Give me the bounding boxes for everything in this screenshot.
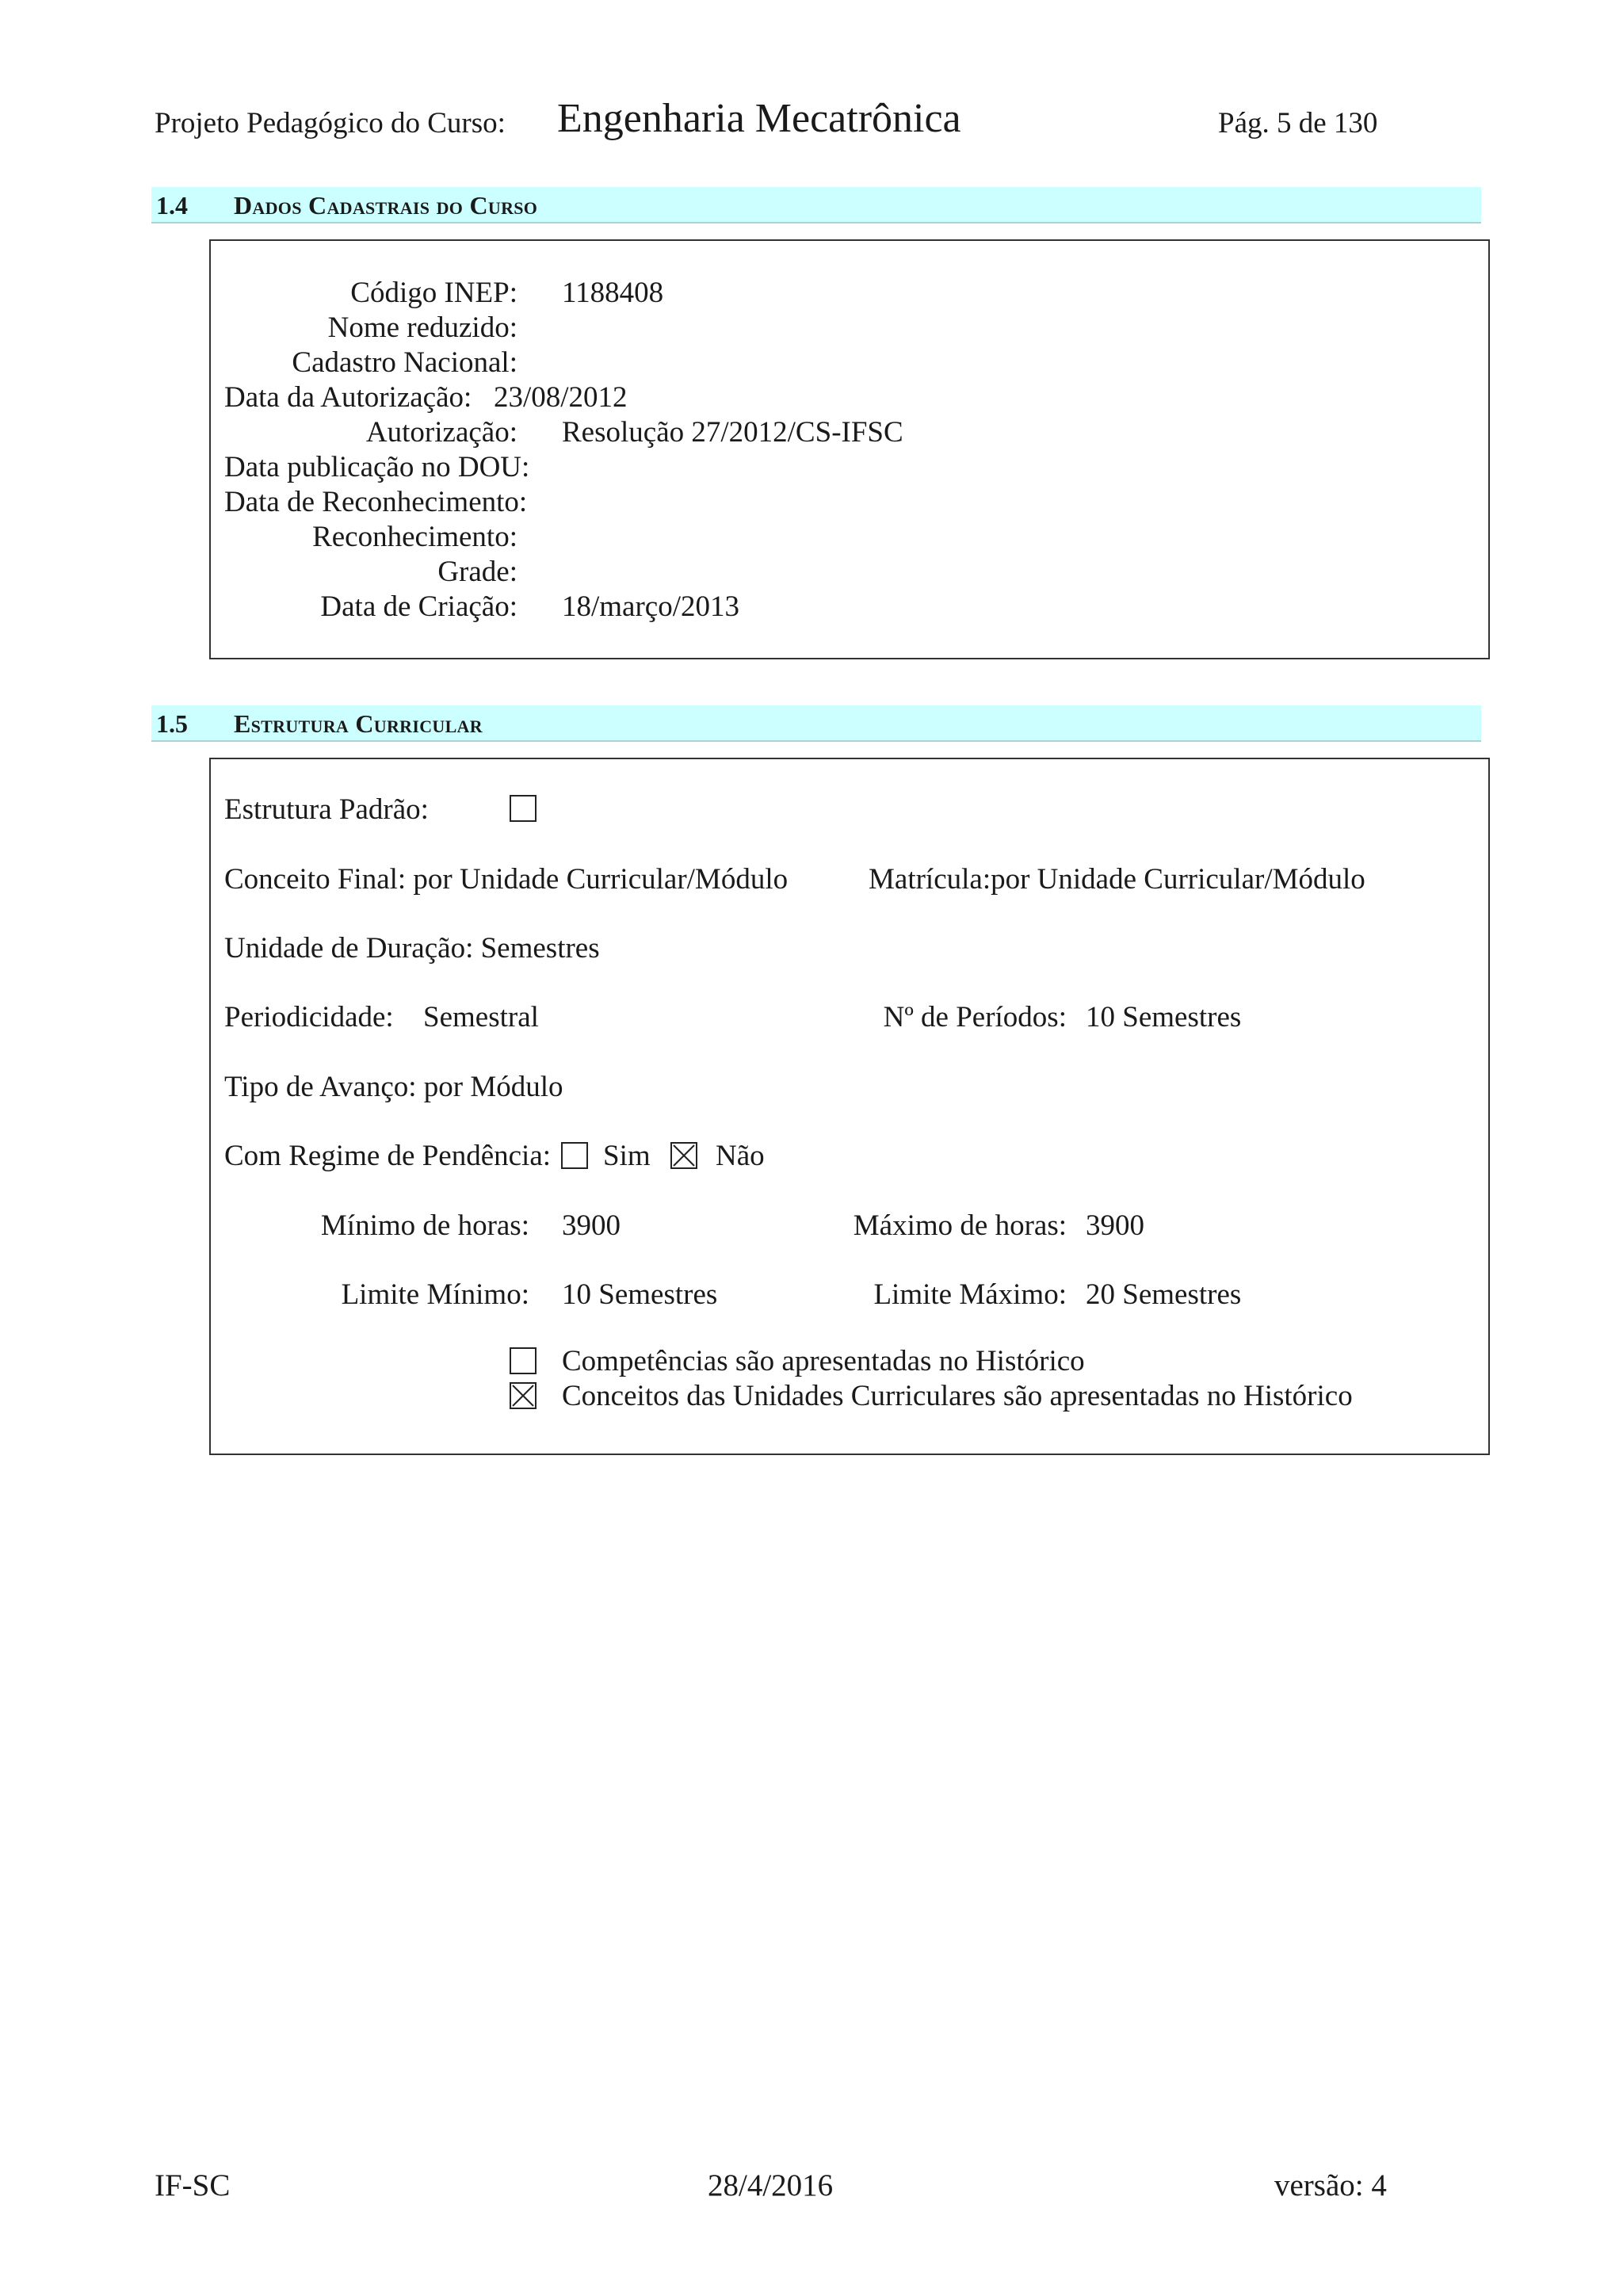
matricula-text: Matrícula:por Unidade Curricular/Módulo <box>869 863 1365 896</box>
header-prefix: Projeto Pedagógico do Curso: <box>155 107 506 139</box>
check-x-icon <box>511 1384 535 1408</box>
section-header-1-5 <box>151 705 1481 742</box>
section-header-1-4 <box>151 187 1481 223</box>
maximo-horas-value: 3900 <box>1086 1209 1144 1242</box>
estrutura-padrao-label: Estrutura Padrão: <box>224 793 429 826</box>
competencias-label: Competências são apresentadas no Histórico <box>562 1345 1085 1377</box>
field-label: Reconhecimento: <box>312 521 517 553</box>
field-value: 23/08/2012 <box>494 381 628 414</box>
field-label: Data de Reconhecimento: <box>224 486 528 518</box>
num-periodos-label: Nº de Períodos: <box>883 1001 1067 1033</box>
field-label: Nome reduzido: <box>327 311 517 344</box>
regime-sim-label: Sim <box>603 1140 651 1172</box>
tipo-avanco-text: Tipo de Avanço: por Módulo <box>224 1071 563 1103</box>
check-x-icon <box>672 1144 696 1167</box>
regime-nao-label: Não <box>716 1140 765 1172</box>
minimo-horas-label: Mínimo de horas: <box>320 1209 529 1242</box>
competencias-checkbox[interactable] <box>510 1347 537 1374</box>
minimo-horas-value: 3900 <box>562 1209 621 1242</box>
field-label: Grade: <box>437 556 517 588</box>
num-periodos-value: 10 Semestres <box>1086 1001 1242 1033</box>
field-value: 18/março/2013 <box>562 590 740 623</box>
conceitos-checkbox[interactable] <box>510 1382 537 1409</box>
limite-maximo-label: Limite Máximo: <box>873 1278 1067 1311</box>
page-number: Pág. 5 de 130 <box>1218 107 1378 139</box>
field-label: Cadastro Nacional: <box>292 346 517 379</box>
section-title: Dados Cadastrais do Curso <box>234 191 538 220</box>
conceitos-label: Conceitos das Unidades Curriculares são apresentadas no Histórico <box>562 1380 1353 1412</box>
field-label: Código INEP: <box>350 277 517 309</box>
course-title: Engenharia Mecatrônica <box>557 96 961 141</box>
estrutura-curricular-panel <box>209 758 1490 1455</box>
section-number: 1.4 <box>156 191 188 220</box>
periodicidade-value: Semestral <box>423 1001 539 1033</box>
maximo-horas-label: Máximo de horas: <box>853 1209 1067 1242</box>
unidade-duracao-text: Unidade de Duração: Semestres <box>224 932 600 965</box>
regime-pendencia-label: Com Regime de Pendência: <box>224 1140 552 1172</box>
estrutura-padrao-checkbox[interactable] <box>510 795 537 822</box>
field-value: 1188408 <box>562 277 664 309</box>
conceito-final-text: Conceito Final: por Unidade Curricular/Módulo <box>224 863 789 896</box>
section-number: 1.5 <box>156 709 188 738</box>
footer-date: 28/4/2016 <box>708 2168 834 2202</box>
regime-nao-checkbox[interactable] <box>670 1142 697 1169</box>
periodicidade-label: Periodicidade: <box>224 1001 394 1033</box>
footer-version: versão: 4 <box>1274 2168 1387 2202</box>
field-label: Data da Autorização: <box>224 381 472 414</box>
field-label: Autorização: <box>365 416 517 449</box>
field-label: Data publicação no DOU: <box>224 451 530 483</box>
dados-cadastrais-panel <box>209 239 1490 659</box>
limite-minimo-value: 10 Semestres <box>562 1278 718 1311</box>
section-title: Estrutura Curricular <box>234 709 483 738</box>
field-label: Data de Criação: <box>320 590 517 623</box>
limite-maximo-value: 20 Semestres <box>1086 1278 1242 1311</box>
limite-minimo-label: Limite Mínimo: <box>341 1278 529 1311</box>
footer-institution: IF-SC <box>155 2168 231 2202</box>
regime-sim-checkbox[interactable] <box>561 1142 588 1169</box>
field-value: Resolução 27/2012/CS-IFSC <box>562 416 903 449</box>
